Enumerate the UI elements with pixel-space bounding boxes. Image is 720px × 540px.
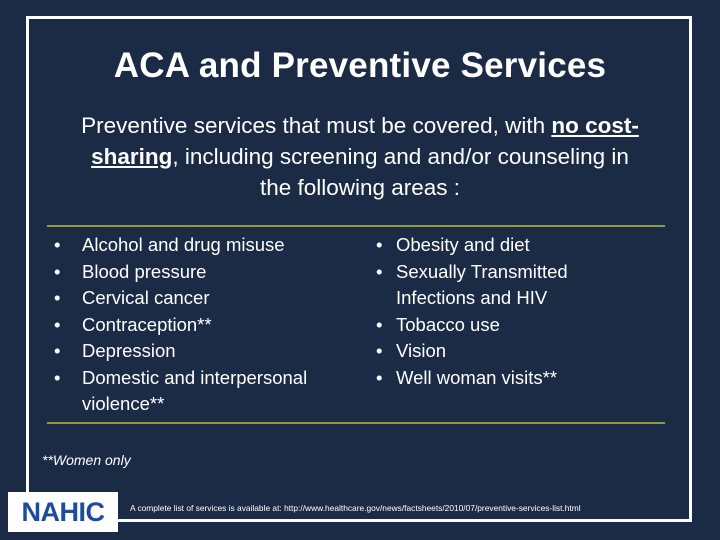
list-item: • Well woman visits** [374, 365, 604, 392]
list-item: • Domestic and interpersonal violence** [50, 365, 350, 418]
subtitle-text-before: Preventive services that must be covered, with [81, 113, 552, 138]
list-item: • Cervical cancer [50, 285, 350, 312]
footnote: **Women only [42, 452, 131, 468]
top-divider [47, 225, 665, 227]
slide-subtitle [80, 110, 640, 203]
left-list [50, 232, 350, 418]
list-item: • Tobacco use [374, 312, 604, 339]
subtitle-text-after: , including screening and and/or counseling in the following areas : [172, 144, 629, 200]
list-item: • Obesity and diet [374, 232, 604, 259]
list-item: • Blood pressure [50, 259, 350, 286]
slide-title: ACA and Preventive Services [113, 46, 607, 85]
nahic-logo: NAHIC [8, 492, 118, 532]
list-item: • Contraception** [50, 312, 350, 339]
list-item: • Vision [374, 338, 604, 365]
list-item: • Alcohol and drug misuse [50, 232, 350, 259]
source-footer: A complete list of services is available at: http://www.healthcare.gov/news/factsheets/2010/07/preventive-services-list.html [130, 503, 581, 513]
subtitle-emphasis: no cost-sharing [91, 113, 639, 169]
list-item: • Depression [50, 338, 350, 365]
list-item: • Sexually Transmitted Infections and HIV [374, 259, 604, 312]
bottom-divider [47, 422, 665, 424]
right-list [374, 232, 604, 391]
